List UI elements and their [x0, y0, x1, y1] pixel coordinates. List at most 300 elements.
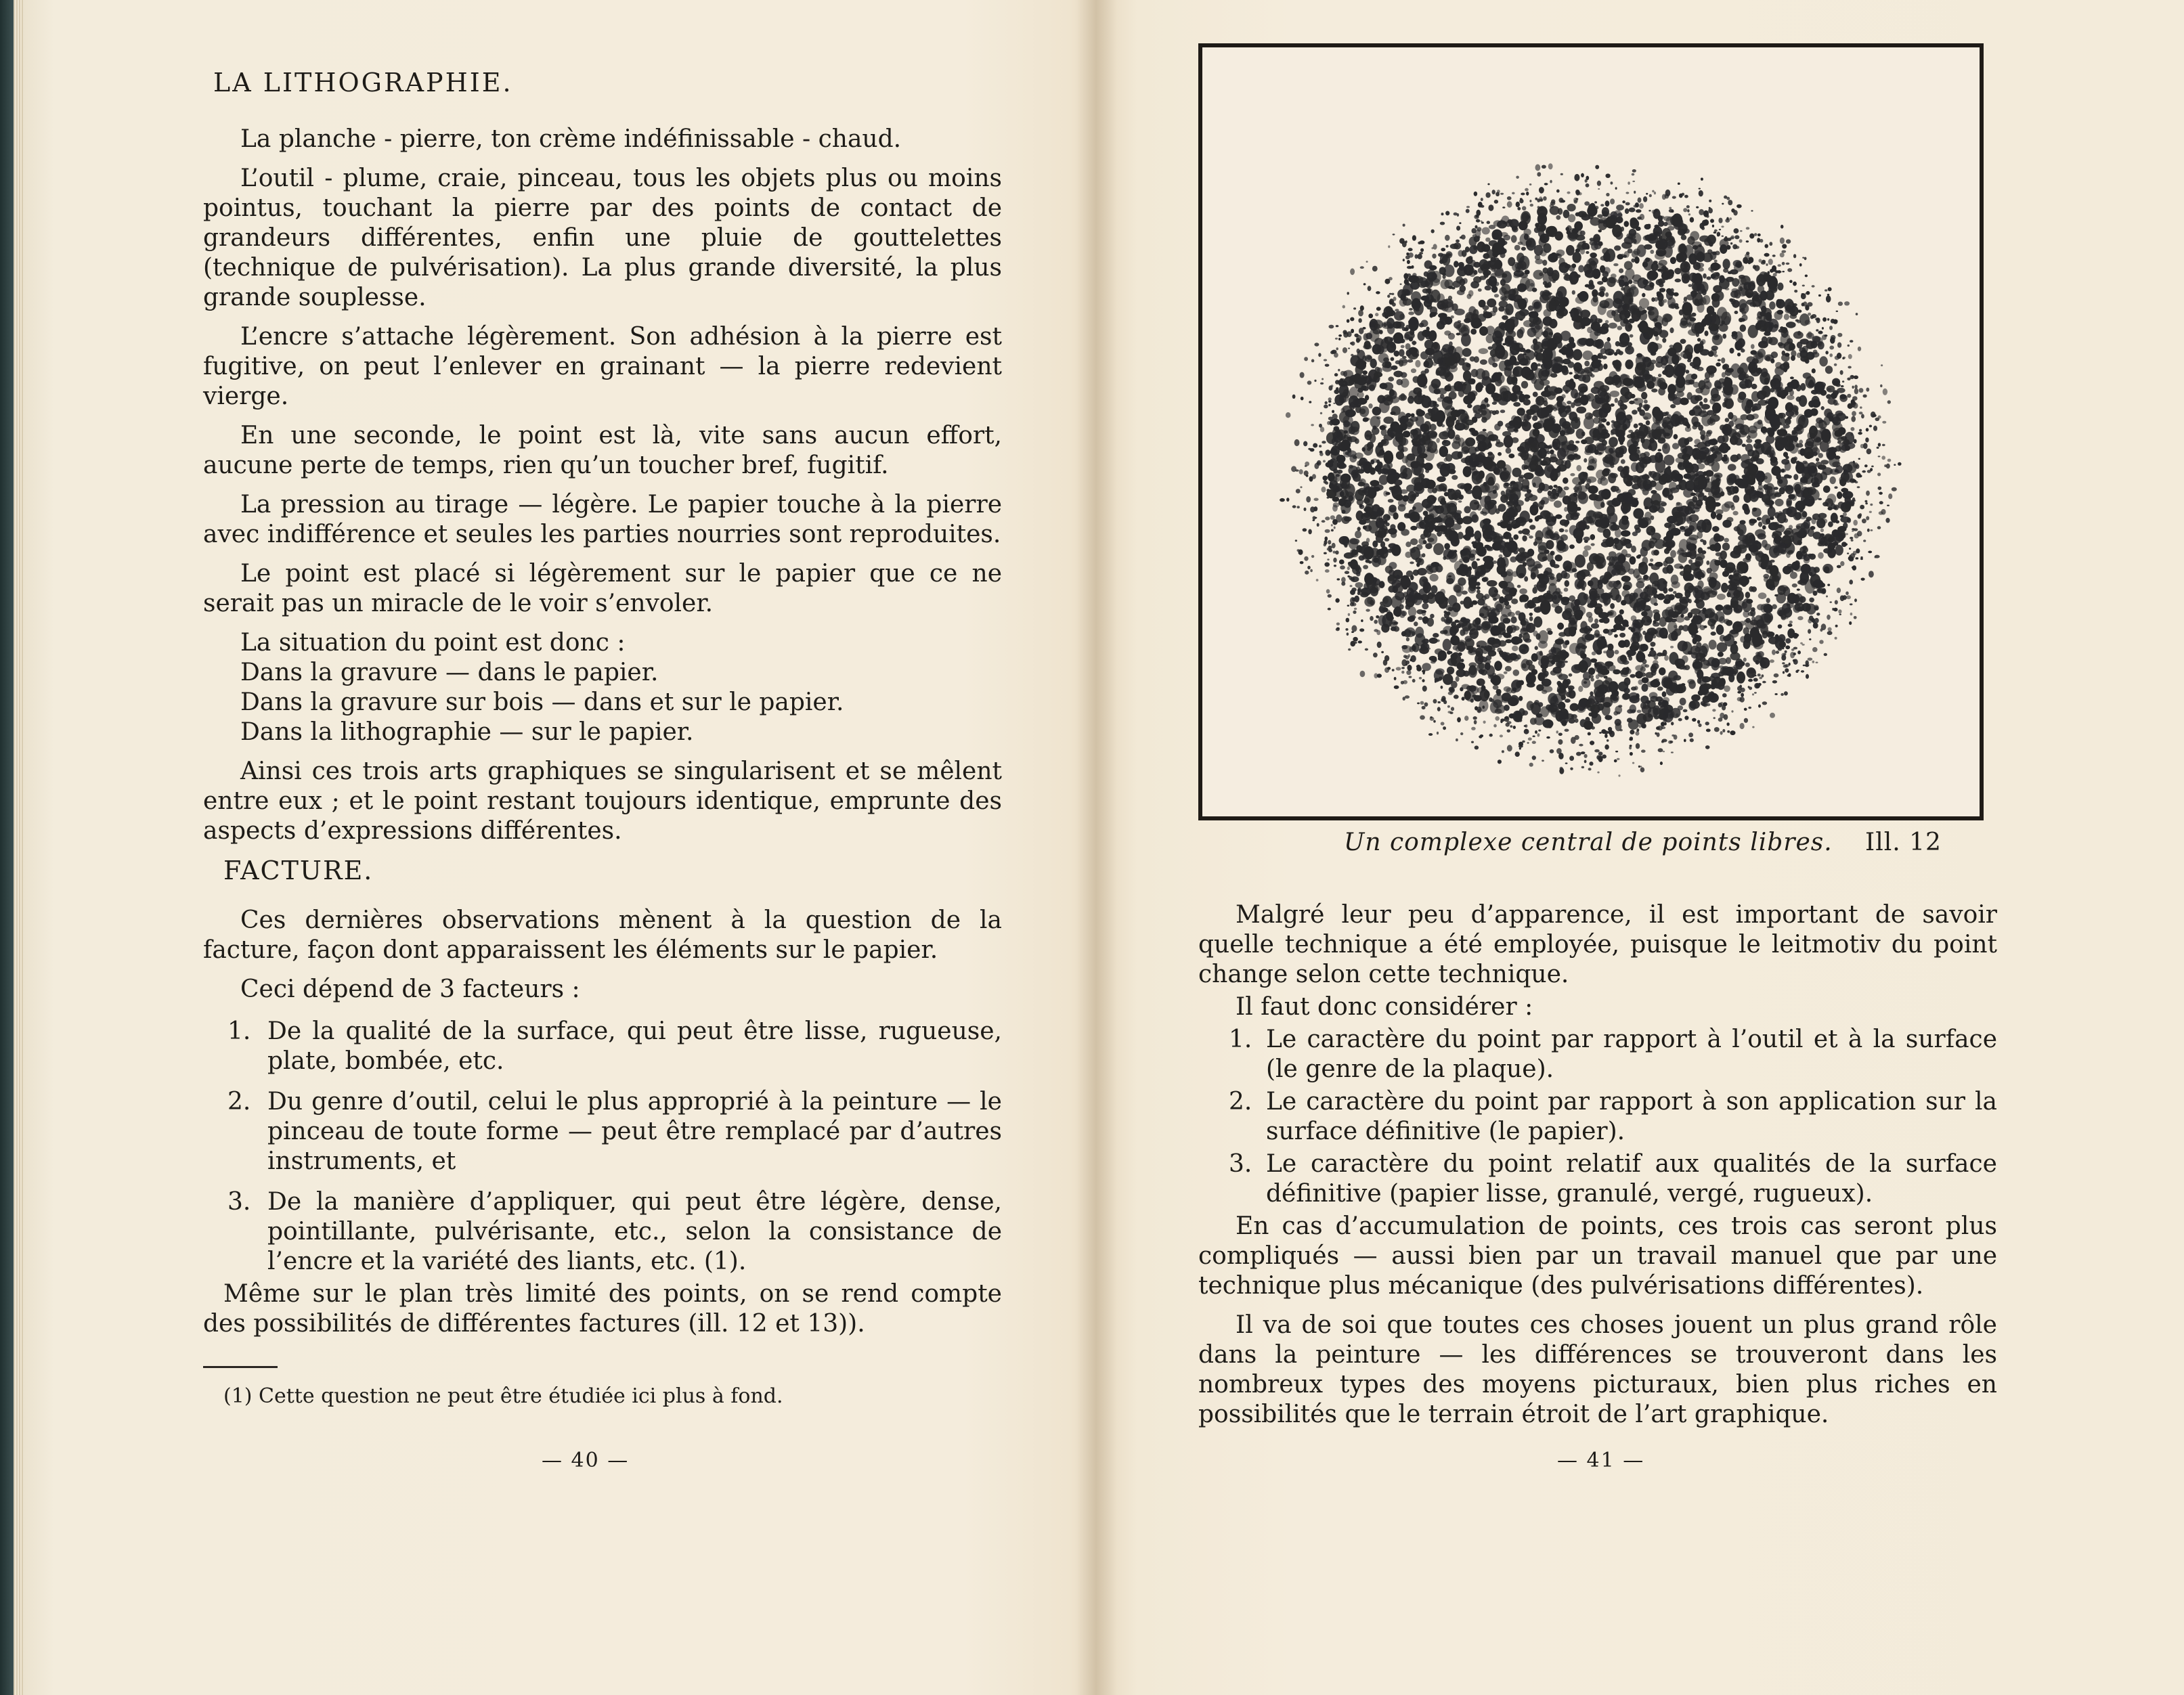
book-gutter [1076, 0, 1117, 1695]
ink-point [1399, 349, 1405, 357]
ink-point [1530, 204, 1533, 206]
ink-point [1445, 235, 1450, 241]
ink-point [1825, 289, 1827, 291]
ink-point [1749, 426, 1757, 434]
ink-point [1769, 242, 1772, 246]
ink-point [1495, 716, 1500, 721]
ink-point [1863, 540, 1866, 542]
list-text: De la qualité de la surface, qui peut être lisse, rugueuse, plate, bombée, etc. [267, 1017, 1002, 1075]
ink-point [1358, 310, 1363, 317]
ink-point [1711, 590, 1718, 595]
ink-point [1613, 298, 1622, 309]
ink-point [1834, 364, 1837, 366]
ink-point [1422, 679, 1424, 682]
ink-point [1838, 302, 1843, 306]
factor-item [203, 1017, 1002, 1076]
ink-point [1598, 751, 1603, 755]
ink-point [1775, 499, 1784, 506]
ink-point [1734, 235, 1739, 239]
ink-point [1598, 188, 1600, 190]
ink-point [1548, 163, 1553, 169]
ink-point [1420, 716, 1425, 720]
ink-point [1777, 282, 1783, 290]
ink-point [1676, 391, 1684, 397]
ink-point [1721, 225, 1724, 227]
ink-point [1740, 230, 1743, 232]
ink-point [1774, 693, 1777, 695]
ink-point [1355, 531, 1361, 539]
ink-point [1394, 311, 1404, 321]
ink-point [1333, 551, 1336, 554]
ink-point [1525, 188, 1529, 192]
ink-point [1363, 565, 1368, 569]
ink-point [1527, 742, 1529, 743]
ink-point [1688, 213, 1690, 215]
ink-point [1328, 594, 1332, 598]
ink-point [1481, 198, 1483, 201]
ink-point [1314, 498, 1319, 502]
ink-point [1819, 640, 1823, 644]
ink-point [1841, 385, 1844, 387]
ink-point [1584, 754, 1588, 758]
ink-point [1300, 486, 1302, 488]
ink-point [1751, 344, 1755, 349]
ink-point [1307, 566, 1311, 569]
ink-point [1449, 711, 1453, 714]
ink-point [1846, 592, 1849, 595]
ink-point [1320, 382, 1324, 384]
ink-point [1712, 709, 1716, 711]
ink-point [1401, 671, 1404, 674]
ink-point [1578, 265, 1584, 273]
ink-point [1881, 364, 1883, 366]
ink-point [1703, 295, 1710, 305]
ink-point [1448, 595, 1457, 607]
ink-point [1802, 285, 1805, 287]
ink-point [1737, 204, 1742, 208]
ink-point [1866, 491, 1870, 496]
ink-point [1835, 545, 1843, 556]
ink-point [1508, 612, 1515, 617]
ink-point [1646, 193, 1648, 195]
ink-point [1672, 581, 1680, 589]
ink-point [1837, 588, 1841, 593]
ink-point [1686, 205, 1690, 208]
ink-point [1866, 449, 1872, 455]
ink-point [1576, 407, 1586, 414]
ink-point [1403, 259, 1405, 261]
ink-point [1360, 266, 1364, 269]
ink-point [1888, 493, 1892, 499]
ink-point [1505, 666, 1512, 672]
ink-point [1698, 724, 1701, 727]
ink-point [1714, 260, 1718, 263]
ink-point [1852, 411, 1856, 416]
ink-point [1309, 401, 1311, 403]
ink-point [1662, 443, 1670, 454]
ink-point [1870, 504, 1873, 506]
ink-point [1331, 529, 1334, 532]
ink-point [1375, 313, 1378, 316]
ink-point [1728, 200, 1732, 205]
ink-point [1640, 767, 1645, 772]
ink-point [1746, 227, 1750, 229]
ink-point [1383, 323, 1386, 327]
ink-point [1789, 621, 1793, 624]
ink-point [1713, 717, 1716, 719]
ink-point [1707, 418, 1716, 426]
ink-point [1630, 730, 1634, 734]
ink-point [1683, 709, 1688, 713]
ink-point [1812, 661, 1815, 663]
ink-point [1687, 209, 1689, 213]
ink-point [1610, 198, 1615, 204]
ink-point [1485, 238, 1490, 242]
ink-point [1671, 722, 1674, 725]
ink-point [1683, 208, 1687, 212]
ink-point [1345, 628, 1348, 631]
ink-point [1591, 623, 1599, 629]
ink-point [1722, 203, 1724, 205]
ink-point [1730, 505, 1734, 510]
ink-point [1789, 389, 1794, 395]
ink-point [1322, 487, 1326, 493]
ink-point [1404, 328, 1409, 332]
ink-point [1772, 255, 1776, 257]
ink-point [1785, 651, 1787, 653]
ink-point [1739, 239, 1743, 242]
ink-point [1478, 288, 1482, 292]
ink-point [1327, 558, 1329, 560]
ink-point [1650, 558, 1653, 562]
ink-point [1348, 613, 1350, 616]
ink-point [1335, 338, 1338, 340]
ink-point [1441, 213, 1444, 215]
ink-point [1772, 650, 1776, 655]
ink-point [1494, 200, 1498, 204]
ink-point [1480, 359, 1487, 365]
ink-point [1584, 201, 1590, 205]
ink-point [1324, 552, 1327, 554]
ink-point [1304, 357, 1308, 361]
ink-point [1844, 301, 1850, 305]
ink-point [1588, 616, 1593, 622]
ink-point [1878, 456, 1881, 457]
ink-point [1444, 330, 1451, 335]
ink-point [1733, 511, 1739, 516]
ink-point [1334, 565, 1336, 567]
ink-point [1654, 192, 1656, 194]
ink-point [1707, 521, 1711, 525]
paragraph: Le point est placé si légèrement sur le papier que ce ne serait pas un miracle de le voir s’envoler. [203, 560, 1002, 617]
ink-point [1866, 516, 1869, 520]
ink-point [1619, 633, 1625, 638]
ink-point [1650, 250, 1654, 254]
ink-point [1644, 399, 1648, 403]
ink-point [1659, 260, 1667, 266]
ink-point [1419, 677, 1422, 680]
ink-point [1567, 401, 1571, 404]
ink-point [1865, 502, 1868, 504]
ink-point [1432, 254, 1436, 259]
ink-point [1354, 608, 1357, 610]
ink-point [1781, 250, 1786, 253]
ink-point [1854, 388, 1858, 394]
ink-point [1581, 431, 1586, 436]
situation-line: Dans la gravure sur bois — dans et sur le papier. [240, 688, 844, 716]
ink-point [1406, 670, 1411, 675]
ink-point [1718, 218, 1722, 223]
ink-point [1488, 204, 1493, 211]
ink-point [1546, 736, 1550, 739]
ink-point [1866, 388, 1869, 392]
paragraph: Ainsi ces trois arts graphiques se singularisent et se mêlent entre eux ; et le point restant toujours identique, emprunte des aspects d’expressions différentes. [203, 757, 1002, 845]
ink-point [1441, 279, 1450, 289]
ink-point [1401, 345, 1405, 349]
ink-point [1757, 517, 1762, 521]
ink-point [1737, 672, 1745, 684]
ink-point [1797, 651, 1801, 655]
ink-point [1594, 619, 1598, 623]
paragraph: Ceci dépend de 3 facteurs : [240, 975, 580, 1003]
ink-point [1850, 613, 1853, 615]
ink-point [1816, 662, 1818, 663]
ink-point [1663, 313, 1672, 322]
ink-point [1415, 360, 1420, 368]
ink-point [1632, 410, 1638, 414]
ink-point [1770, 659, 1774, 663]
ink-point [1493, 685, 1499, 690]
ink-point [1670, 404, 1676, 408]
ink-point [1425, 543, 1432, 549]
ink-point [1548, 485, 1553, 490]
ink-point [1533, 483, 1536, 487]
ink-point [1752, 726, 1754, 728]
ink-point [1430, 574, 1439, 581]
ink-point [1703, 398, 1707, 403]
ink-point [1460, 732, 1463, 735]
ink-point [1638, 724, 1641, 728]
ink-point [1687, 679, 1695, 684]
ink-point [1766, 598, 1770, 603]
ink-point [1441, 722, 1445, 725]
footnote-rule [203, 1366, 278, 1368]
ink-point [1422, 603, 1428, 609]
ink-point [1644, 416, 1648, 420]
ink-point [1740, 723, 1745, 729]
ink-point [1457, 213, 1460, 217]
ink-point [1648, 210, 1651, 212]
ink-point [1812, 368, 1816, 373]
situation-line: Dans la gravure — dans le papier. [240, 659, 659, 686]
ink-point [1670, 646, 1674, 648]
ink-point [1793, 474, 1798, 480]
ink-point [1456, 676, 1460, 682]
ink-point [1513, 669, 1520, 676]
ink-point [1550, 749, 1554, 753]
ink-point [1632, 181, 1635, 182]
ink-point [1479, 348, 1488, 354]
ink-point [1800, 642, 1803, 644]
ink-point [1500, 734, 1503, 737]
ink-point [1860, 406, 1862, 408]
section-heading-lithographie: LA LITHOGRAPHIE. [213, 68, 513, 97]
ink-point [1512, 192, 1515, 195]
ink-point [1854, 384, 1858, 389]
ink-point [1322, 520, 1326, 523]
book-cover-edge [0, 0, 14, 1695]
ink-point [1846, 595, 1851, 599]
ink-point [1614, 650, 1619, 655]
ink-point [1751, 210, 1753, 211]
ink-point [1606, 469, 1611, 474]
ink-point [1816, 458, 1819, 462]
ink-point [1529, 183, 1532, 185]
ink-point [1411, 368, 1416, 373]
situation-line: La situation du point est donc : [240, 629, 626, 657]
ink-point [1706, 560, 1709, 565]
ink-point [1672, 196, 1676, 199]
ink-point [1835, 637, 1837, 640]
ink-point [1445, 372, 1454, 382]
ink-point [1340, 565, 1345, 569]
ink-point [1514, 245, 1521, 250]
ink-point [1881, 456, 1885, 460]
ink-point [1489, 410, 1493, 414]
ink-point [1674, 625, 1677, 628]
ink-point [1790, 572, 1797, 579]
ink-point [1778, 624, 1783, 628]
ink-point [1816, 329, 1818, 332]
ink-point [1506, 723, 1510, 727]
ink-point [1528, 305, 1533, 311]
ink-point [1510, 725, 1512, 728]
ink-point [1584, 760, 1587, 764]
ink-point [1571, 389, 1578, 398]
ink-point [1615, 187, 1617, 190]
ink-point [1388, 376, 1394, 381]
ink-point [1600, 502, 1605, 508]
situation-line: Dans la lithographie — sur le papier. [240, 718, 694, 746]
ink-point [1881, 509, 1885, 515]
ink-point [1576, 465, 1581, 471]
ink-point [1840, 561, 1844, 566]
ink-point [1752, 693, 1754, 695]
ink-point [1858, 432, 1862, 435]
ink-point [1618, 774, 1620, 776]
ink-point [1850, 433, 1853, 436]
ink-point [1550, 577, 1554, 580]
ink-point [1820, 528, 1824, 532]
ink-point [1597, 772, 1599, 774]
ink-point [1374, 620, 1378, 624]
ink-point [1635, 665, 1643, 671]
ink-point [1729, 217, 1732, 220]
ink-point [1854, 616, 1857, 619]
ink-point [1835, 625, 1838, 628]
list-number: 1. [227, 1017, 251, 1045]
ink-point [1310, 569, 1313, 572]
ink-point [1827, 615, 1831, 620]
ink-point [1824, 653, 1827, 656]
ink-point [1483, 721, 1486, 724]
ink-point [1395, 309, 1399, 311]
ink-point [1396, 667, 1401, 670]
ink-point [1724, 538, 1729, 543]
ink-point [1579, 744, 1583, 747]
ink-point [1792, 584, 1797, 588]
ink-point [1586, 183, 1590, 188]
ink-point [1305, 571, 1309, 575]
ink-point [1513, 534, 1519, 540]
ink-point [1846, 533, 1848, 535]
ink-point [1325, 516, 1330, 521]
ink-point [1780, 252, 1785, 257]
ink-point [1537, 733, 1539, 736]
ink-point [1525, 269, 1530, 274]
ink-point [1458, 262, 1464, 267]
ink-point [1797, 353, 1802, 358]
ink-point [1347, 632, 1349, 636]
ink-point [1754, 233, 1757, 236]
ink-point [1460, 236, 1462, 238]
ink-point [1839, 614, 1841, 615]
list-text: De la manière d’appliquer, qui peut être légère, dense, pointillante, pulvérisante, etc., selon la consistance de l’encre et la variété des liants, etc. (1). [267, 1188, 1002, 1275]
ink-point [1404, 513, 1410, 517]
ink-point [1577, 338, 1586, 347]
ink-point [1724, 397, 1728, 403]
ink-point [1654, 716, 1659, 720]
ink-point [1400, 393, 1405, 400]
ink-point [1621, 575, 1631, 581]
ink-point [1410, 526, 1417, 531]
ink-point [1412, 235, 1416, 240]
ink-point [1384, 655, 1389, 661]
ink-point [1809, 598, 1814, 602]
ink-point [1507, 745, 1512, 751]
ink-point [1714, 229, 1718, 232]
ink-point [1517, 207, 1521, 211]
ink-point [1813, 591, 1818, 596]
ink-point [1493, 724, 1497, 728]
ink-point [1861, 414, 1864, 419]
ink-point [1322, 378, 1324, 380]
ink-point [1576, 752, 1581, 756]
paragraph: En une seconde, le point est là, vite sans aucun effort, aucune perte de temps, rien qu’un toucher bref, fugitif. [203, 422, 1002, 479]
ink-point [1731, 710, 1733, 712]
ink-point [1419, 323, 1424, 328]
ink-point [1630, 334, 1634, 338]
ink-point [1778, 264, 1781, 267]
paragraph: Même sur le plan très limité des points, on se rend compte des possibilités de différentes factures (ill. 12 et 13)). [203, 1280, 1002, 1338]
ink-point [1757, 674, 1761, 676]
ink-point [1766, 263, 1768, 266]
ink-point [1794, 484, 1801, 493]
ink-point [1535, 255, 1541, 260]
ink-point [1615, 398, 1618, 403]
ink-point [1837, 333, 1842, 337]
ink-point [1674, 268, 1681, 275]
stipple-points [1280, 163, 1902, 776]
ink-point [1342, 305, 1345, 309]
ink-point [1847, 552, 1849, 554]
ink-point [1728, 464, 1737, 470]
ink-point [1869, 511, 1872, 513]
ink-point [1350, 268, 1355, 275]
ink-point [1567, 204, 1576, 211]
ink-point [1444, 265, 1455, 278]
ink-point [1877, 472, 1881, 476]
